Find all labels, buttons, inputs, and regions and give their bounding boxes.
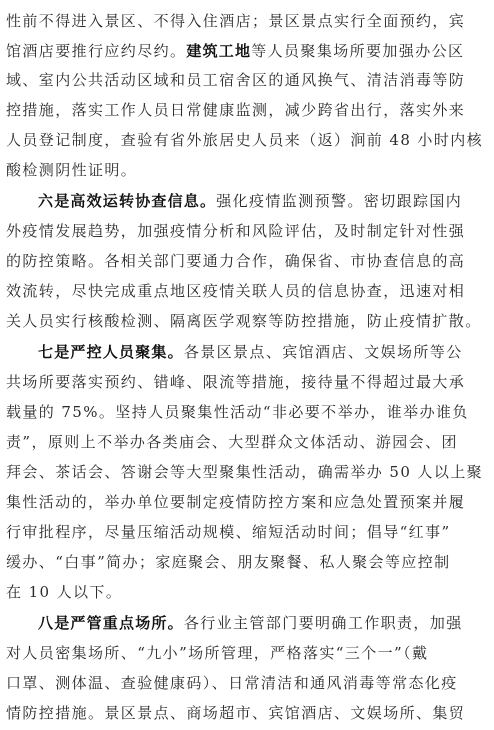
text-run: 在 10 人以下。 xyxy=(6,583,123,601)
text-line xyxy=(6,276,465,306)
text-run: 外疫情发展趋势，加强疫情分析和风险评估，及时制定针对性强 xyxy=(6,222,466,240)
text-run: 酸检测阴性证明。 xyxy=(6,161,138,179)
text-line xyxy=(6,155,137,185)
bold-heading: 六是高效运转协查信息。 xyxy=(38,192,217,210)
text-line xyxy=(6,397,469,427)
text-line xyxy=(6,517,451,547)
text-line xyxy=(6,95,465,125)
text-run: 关人员实行核酸检测、隔离医学观察等防控措施，防止疫情扩散。 xyxy=(6,312,482,330)
text-run: 载量的 75%。坚持人员聚集性活动“非必要不举办，谁举办谁负 xyxy=(6,403,469,421)
text-run: 控措施，落实工作人员日常健康监测，减少跨省出行，落实外来 xyxy=(6,101,466,119)
text-run: 性前不得进入景区、不得入住酒店；景区景点实行全面预约，宾 xyxy=(6,12,466,30)
text-run: 共场所要落实预约、错峰、限流等措施，接待量不得超过最大承 xyxy=(6,373,466,391)
text-line xyxy=(6,577,122,607)
text-run: 人员登记制度，查验有省外旅居史人员来（返）涧前 48 小时内核 xyxy=(6,131,484,149)
bold-heading: 建筑工地 xyxy=(186,42,252,60)
text-run: 拜会、茶话会、答谢会等大型聚集性活动，确需举办 50 人以上聚 xyxy=(6,463,484,481)
text-line xyxy=(6,65,465,95)
text-run: 强化疫情监测预警。密切跟踪国内 xyxy=(216,192,463,210)
text-line xyxy=(38,186,462,216)
text-line xyxy=(6,668,458,698)
text-run: 的防控策略。各相关部门要通力合作，确保省、市协查信息的高 xyxy=(6,252,466,270)
text-line xyxy=(6,36,464,66)
text-line xyxy=(6,638,428,668)
text-run: 责”，原则上不举办各类庙会、大型群众文体活动、游园会、团 xyxy=(6,433,458,451)
text-run: 馆酒店要推行应约尽约。 xyxy=(6,42,187,60)
text-run: 各行业主管部门要明确工作职责，加强 xyxy=(183,614,463,632)
text-run: 等人员聚集场所要加强办公区 xyxy=(251,42,465,60)
text-line xyxy=(6,367,465,397)
text-line xyxy=(6,487,465,517)
text-run: 口罩、测体温、查验健康码）、日常清洁和通风消毒等常态化疫 xyxy=(6,674,458,692)
text-run: 行审批程序，尽量压缩活动规模、缩短活动时间；倡导“红事” xyxy=(6,523,451,541)
text-line xyxy=(6,216,465,246)
text-run: 集性活动的，举办单位要制定疫情防控方案和应急处置预案并履 xyxy=(6,493,466,511)
text-line xyxy=(6,306,482,336)
text-line xyxy=(6,427,458,457)
text-line xyxy=(6,6,465,36)
text-run: 情防控措施。景区景点、商场超市、宾馆酒店、文娱场所、集贸 xyxy=(6,704,466,722)
text-line xyxy=(6,457,483,487)
text-line xyxy=(6,246,465,276)
text-run: 对人员密集场所、“九小”场所管理，严格落实“三个一”（戴 xyxy=(6,644,429,662)
text-run: 效流转，尽快完成重点地区疫情关联人员的信息协查，迅速对相 xyxy=(6,282,466,300)
text-line xyxy=(6,125,483,155)
text-line xyxy=(6,698,465,728)
text-run: 域、室内公共活动区域和员工宿舍区的通风换气、清洁消毒等防 xyxy=(6,71,466,89)
text-run: 各景区景点、宾馆酒店、文娱场所等公 xyxy=(183,343,463,361)
bold-heading: 七是严控人员聚集。 xyxy=(38,343,184,361)
text-line xyxy=(38,337,463,367)
text-line xyxy=(38,608,463,638)
text-run: 缓办、“白事”简办；家庭聚会、朋友聚餐、私人聚会等应控制 xyxy=(6,553,451,571)
text-line xyxy=(6,547,451,577)
bold-heading: 八是严管重点场所。 xyxy=(38,614,184,632)
